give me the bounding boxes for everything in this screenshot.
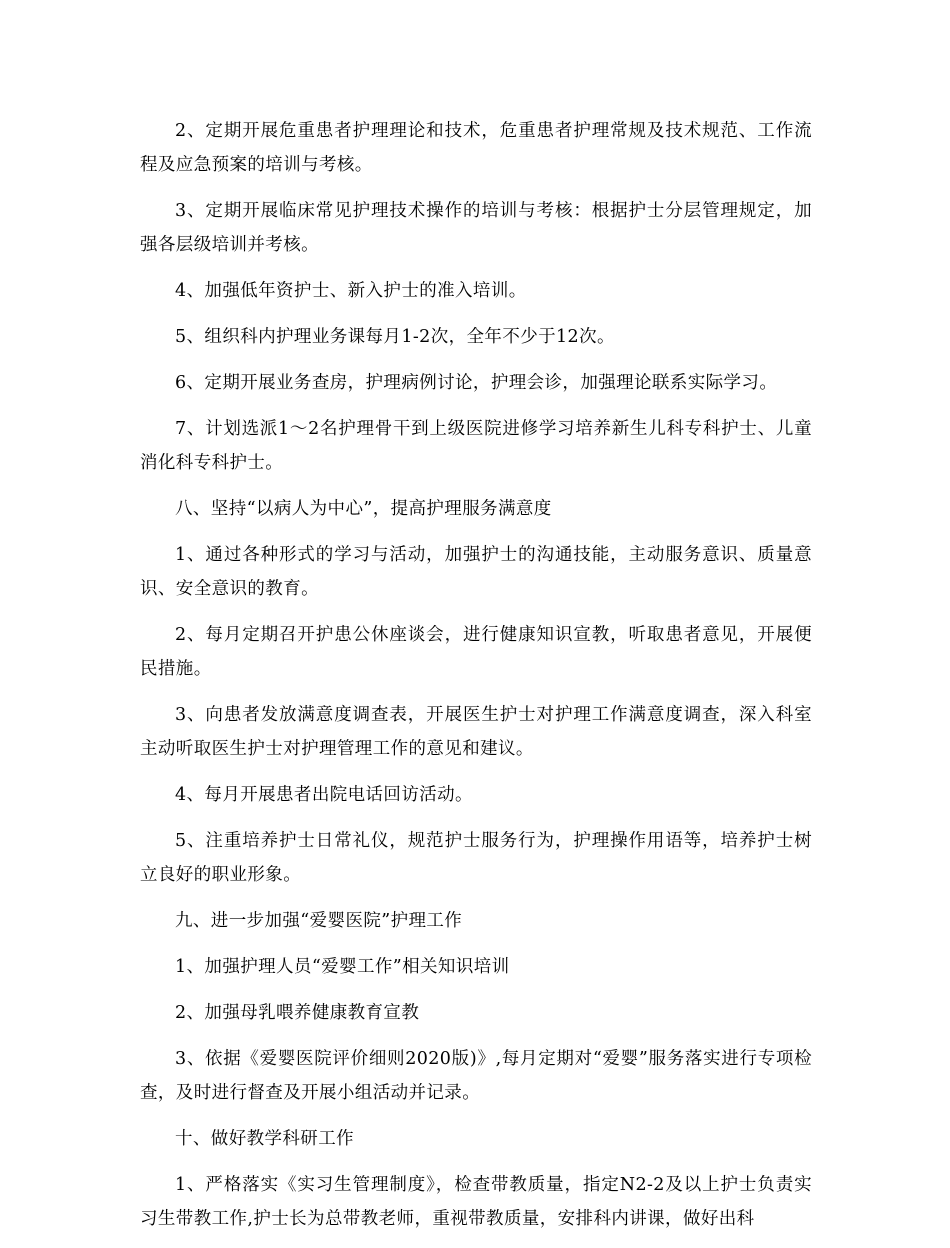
paragraph-ward-rounds: 6、定期开展业务查房，护理病例讨论，护理会诊，加强理论联系实际学习。 (175, 373, 778, 393)
paragraph-advanced-study: 7、计划选派1～2名护理骨干到上级医院进修学习培养新生儿科专科护士、儿童消化科专科护士。 (140, 419, 812, 473)
paragraph-junior-nurse-training: 4、加强低年资护士、新入护士的准入培训。 (175, 281, 527, 301)
paragraph-discharge-followup: 4、每月开展患者出院电话回访活动。 (175, 785, 473, 805)
paragraph-baby-friendly-training: 1、加强护理人员“爱婴工作”相关知识培训 (175, 957, 510, 977)
section-heading-9: 九、进一步加强“爱婴医院”护理工作 (175, 911, 463, 931)
section-heading-8: 八、坚持“以病人为中心”，提高护理服务满意度 (175, 499, 552, 519)
paragraph-monthly-lectures: 5、组织科内护理业务课每月1-2次，全年不少于12次。 (175, 327, 615, 347)
document-body (140, 114, 812, 1248)
paragraph-etiquette: 5、注重培养护士日常礼仪，规范护士服务行为，护理操作用语等，培养护士树立良好的职业形象。 (140, 831, 812, 885)
paragraph-training-critical-care: 2、定期开展危重患者护理理论和技术，危重患者护理常规及技术规范、工作流程及应急预案的培训与考核。 (140, 121, 812, 175)
paragraph-patient-forum: 2、每月定期召开护患公休座谈会，进行健康知识宣教，听取患者意见，开展便民措施。 (140, 625, 812, 679)
paragraph-intern-management: 1、严格落实《实习生管理制度》，检查带教质量，指定N2-2及以上护士负责实习生带教工作,护士长为总带教老师，重视带教质量，安排科内讲课，做好出科 (140, 1175, 812, 1229)
section-heading-10: 十、做好教学科研工作 (175, 1129, 354, 1149)
paragraph-satisfaction-survey: 3、向患者发放满意度调查表，开展医生护士对护理工作满意度调查，深入科室主动听取医生护士对护理管理工作的意见和建议。 (140, 705, 812, 759)
paragraph-baby-friendly-inspection: 3、依据《爱婴医院评价细则2020版)》,每月定期对“爱婴”服务落实进行专项检查，及时进行督查及开展小组活动并记录。 (140, 1049, 812, 1103)
paragraph-breastfeeding-education: 2、加强母乳喂养健康教育宣教 (175, 1003, 420, 1023)
paragraph-communication-skills: 1、通过各种形式的学习与活动，加强护士的沟通技能，主动服务意识、质量意识、安全意识的教育。 (140, 545, 812, 599)
paragraph-training-clinical-skills: 3、定期开展临床常见护理技术操作的培训与考核：根据护士分层管理规定，加强各层级培训并考核。 (140, 201, 812, 255)
